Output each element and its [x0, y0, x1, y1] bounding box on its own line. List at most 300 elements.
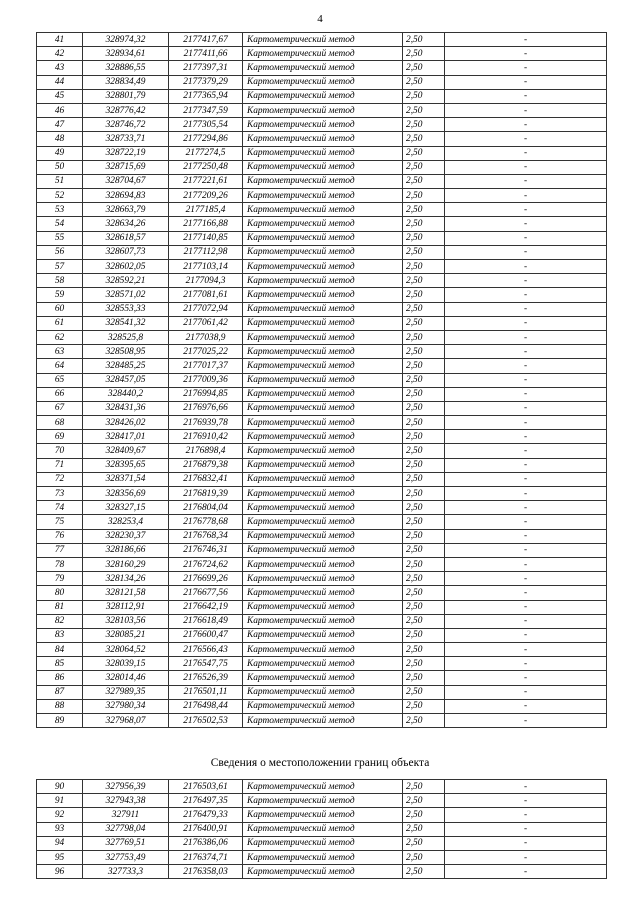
accuracy-cell: 2,50: [403, 529, 445, 543]
table-row: [37, 685, 607, 699]
note-cell: -: [445, 174, 607, 188]
boundary-points-table-continued: [36, 779, 607, 879]
coord-y: 2176600,47: [169, 628, 243, 642]
table-row: [37, 850, 607, 864]
point-number: 90: [37, 780, 83, 794]
table-row: [37, 643, 607, 657]
point-number: 72: [37, 472, 83, 486]
point-number: 91: [37, 794, 83, 808]
table-row: [37, 444, 607, 458]
accuracy-cell: 2,50: [403, 822, 445, 836]
coord-y: 2176768,34: [169, 529, 243, 543]
point-number: 92: [37, 808, 83, 822]
accuracy-cell: 2,50: [403, 836, 445, 850]
accuracy-cell: 2,50: [403, 780, 445, 794]
accuracy-cell: 2,50: [403, 288, 445, 302]
point-number: 83: [37, 628, 83, 642]
note-cell: -: [445, 146, 607, 160]
coord-x: 328722,19: [83, 146, 169, 160]
note-cell: -: [445, 132, 607, 146]
note-cell: -: [445, 515, 607, 529]
accuracy-cell: 2,50: [403, 274, 445, 288]
coord-x: 328409,67: [83, 444, 169, 458]
note-cell: -: [445, 628, 607, 642]
note-cell: -: [445, 543, 607, 557]
note-cell: -: [445, 557, 607, 571]
method-cell: Картометрический метод: [243, 103, 403, 117]
table-row: [37, 103, 607, 117]
coord-x: 327769,51: [83, 836, 169, 850]
note-cell: -: [445, 231, 607, 245]
table-row: [37, 543, 607, 557]
table-row: [37, 557, 607, 571]
accuracy-cell: 2,50: [403, 245, 445, 259]
coord-y: 2176386,06: [169, 836, 243, 850]
coord-x: 327798,04: [83, 822, 169, 836]
coord-y: 2176479,33: [169, 808, 243, 822]
coord-y: 2176778,68: [169, 515, 243, 529]
accuracy-cell: 2,50: [403, 33, 445, 47]
accuracy-cell: 2,50: [403, 487, 445, 501]
point-number: 75: [37, 515, 83, 529]
method-cell: Картометрический метод: [243, 61, 403, 75]
method-cell: Картометрический метод: [243, 657, 403, 671]
accuracy-cell: 2,50: [403, 260, 445, 274]
note-cell: -: [445, 245, 607, 259]
method-cell: Картометрический метод: [243, 160, 403, 174]
method-cell: Картометрический метод: [243, 416, 403, 430]
point-number: 73: [37, 487, 83, 501]
coord-y: 2177061,42: [169, 316, 243, 330]
coord-x: 327911: [83, 808, 169, 822]
accuracy-cell: 2,50: [403, 714, 445, 728]
table-row: [37, 217, 607, 231]
table-row: [37, 288, 607, 302]
coord-x: 328704,67: [83, 174, 169, 188]
method-cell: Картометрический метод: [243, 780, 403, 794]
coord-x: 328553,33: [83, 302, 169, 316]
table-row: [37, 808, 607, 822]
accuracy-cell: 2,50: [403, 794, 445, 808]
accuracy-cell: 2,50: [403, 557, 445, 571]
note-cell: -: [445, 217, 607, 231]
coord-x: 328715,69: [83, 160, 169, 174]
point-number: 52: [37, 189, 83, 203]
coord-x: 328457,05: [83, 373, 169, 387]
method-cell: Картометрический метод: [243, 487, 403, 501]
point-number: 44: [37, 75, 83, 89]
table-row: [37, 330, 607, 344]
coord-x: 327943,38: [83, 794, 169, 808]
method-cell: Картометрический метод: [243, 359, 403, 373]
table-row: [37, 780, 607, 794]
coord-x: 328253,4: [83, 515, 169, 529]
note-cell: -: [445, 780, 607, 794]
table-row: [37, 203, 607, 217]
note-cell: -: [445, 288, 607, 302]
point-number: 66: [37, 387, 83, 401]
note-cell: -: [445, 75, 607, 89]
coord-x: 328371,54: [83, 472, 169, 486]
coord-x: 328356,69: [83, 487, 169, 501]
point-number: 64: [37, 359, 83, 373]
point-number: 77: [37, 543, 83, 557]
accuracy-cell: 2,50: [403, 808, 445, 822]
coord-x: 328160,29: [83, 557, 169, 571]
coord-y: 2177379,29: [169, 75, 243, 89]
accuracy-cell: 2,50: [403, 359, 445, 373]
method-cell: Картометрический метод: [243, 189, 403, 203]
note-cell: -: [445, 444, 607, 458]
method-cell: Картометрический метод: [243, 260, 403, 274]
coord-x: 328103,56: [83, 614, 169, 628]
coord-x: 328485,25: [83, 359, 169, 373]
table-row: [37, 231, 607, 245]
note-cell: -: [445, 600, 607, 614]
point-number: 60: [37, 302, 83, 316]
note-cell: -: [445, 850, 607, 864]
method-cell: Картометрический метод: [243, 643, 403, 657]
point-number: 62: [37, 330, 83, 344]
method-cell: Картометрический метод: [243, 671, 403, 685]
accuracy-cell: 2,50: [403, 657, 445, 671]
coord-y: 2177094,3: [169, 274, 243, 288]
note-cell: -: [445, 472, 607, 486]
coord-x: 328112,91: [83, 600, 169, 614]
coord-x: 328607,73: [83, 245, 169, 259]
point-number: 42: [37, 47, 83, 61]
note-cell: -: [445, 808, 607, 822]
method-cell: Картометрический метод: [243, 245, 403, 259]
coord-y: 2177294,86: [169, 132, 243, 146]
accuracy-cell: 2,50: [403, 174, 445, 188]
coord-x: 328634,26: [83, 217, 169, 231]
coord-x: 327989,35: [83, 685, 169, 699]
coord-x: 328426,02: [83, 416, 169, 430]
point-number: 87: [37, 685, 83, 699]
table-row: [37, 614, 607, 628]
table-row: [37, 836, 607, 850]
method-cell: Картометрический метод: [243, 132, 403, 146]
note-cell: -: [445, 586, 607, 600]
point-number: 43: [37, 61, 83, 75]
note-cell: -: [445, 430, 607, 444]
table-row: [37, 487, 607, 501]
note-cell: -: [445, 103, 607, 117]
coord-y: 2176910,42: [169, 430, 243, 444]
coord-x: 328541,32: [83, 316, 169, 330]
point-number: 86: [37, 671, 83, 685]
method-cell: Картометрический метод: [243, 118, 403, 132]
coord-y: 2176898,4: [169, 444, 243, 458]
coord-y: 2177250,48: [169, 160, 243, 174]
table-row: [37, 628, 607, 642]
coord-x: 328886,55: [83, 61, 169, 75]
coord-y: 2177081,61: [169, 288, 243, 302]
coord-x: 328525,8: [83, 330, 169, 344]
point-number: 78: [37, 557, 83, 571]
table-row: [37, 132, 607, 146]
method-cell: Картометрический метод: [243, 47, 403, 61]
note-cell: -: [445, 572, 607, 586]
point-number: 51: [37, 174, 83, 188]
coord-x: 328974,32: [83, 33, 169, 47]
note-cell: -: [445, 529, 607, 543]
coord-x: 328571,02: [83, 288, 169, 302]
method-cell: Картометрический метод: [243, 345, 403, 359]
coord-y: 2176879,38: [169, 458, 243, 472]
note-cell: -: [445, 189, 607, 203]
accuracy-cell: 2,50: [403, 430, 445, 444]
accuracy-cell: 2,50: [403, 699, 445, 713]
point-number: 93: [37, 822, 83, 836]
coord-x: 328039,15: [83, 657, 169, 671]
note-cell: -: [445, 401, 607, 415]
method-cell: Картометрический метод: [243, 543, 403, 557]
point-number: 54: [37, 217, 83, 231]
table-row: [37, 387, 607, 401]
table-row: [37, 714, 607, 728]
point-number: 96: [37, 865, 83, 879]
coord-y: 2176724,62: [169, 557, 243, 571]
method-cell: Картометрический метод: [243, 865, 403, 879]
accuracy-cell: 2,50: [403, 103, 445, 117]
coord-x: 327968,07: [83, 714, 169, 728]
method-cell: Картометрический метод: [243, 444, 403, 458]
method-cell: Картометрический метод: [243, 174, 403, 188]
point-number: 63: [37, 345, 83, 359]
coord-y: 2177347,59: [169, 103, 243, 117]
accuracy-cell: 2,50: [403, 543, 445, 557]
section-title: Сведения о местоположении границ объекта: [210, 757, 430, 769]
note-cell: -: [445, 160, 607, 174]
note-cell: -: [445, 89, 607, 103]
point-number: 58: [37, 274, 83, 288]
note-cell: -: [445, 714, 607, 728]
table-row: [37, 316, 607, 330]
method-cell: Картометрический метод: [243, 808, 403, 822]
accuracy-cell: 2,50: [403, 387, 445, 401]
accuracy-cell: 2,50: [403, 572, 445, 586]
coord-x: 328440,2: [83, 387, 169, 401]
method-cell: Картометрический метод: [243, 628, 403, 642]
coord-x: 327733,3: [83, 865, 169, 879]
table-row: [37, 401, 607, 415]
accuracy-cell: 2,50: [403, 501, 445, 515]
coord-x: 328417,01: [83, 430, 169, 444]
point-number: 49: [37, 146, 83, 160]
table-row: [37, 75, 607, 89]
note-cell: -: [445, 865, 607, 879]
table-row: [37, 174, 607, 188]
coord-x: 328834,49: [83, 75, 169, 89]
accuracy-cell: 2,50: [403, 472, 445, 486]
table-row: [37, 245, 607, 259]
point-number: 70: [37, 444, 83, 458]
note-cell: -: [445, 359, 607, 373]
table-row: [37, 501, 607, 515]
point-number: 61: [37, 316, 83, 330]
coord-x: 328064,52: [83, 643, 169, 657]
accuracy-cell: 2,50: [403, 850, 445, 864]
accuracy-cell: 2,50: [403, 47, 445, 61]
point-number: 50: [37, 160, 83, 174]
coord-y: 2177185,4: [169, 203, 243, 217]
coord-x: 328801,79: [83, 89, 169, 103]
note-cell: -: [445, 61, 607, 75]
coord-y: 2177166,88: [169, 217, 243, 231]
point-number: 46: [37, 103, 83, 117]
table-row: [37, 89, 607, 103]
accuracy-cell: 2,50: [403, 614, 445, 628]
coord-y: 2177305,54: [169, 118, 243, 132]
coord-y: 2176746,31: [169, 543, 243, 557]
note-cell: -: [445, 33, 607, 47]
accuracy-cell: 2,50: [403, 586, 445, 600]
point-number: 55: [37, 231, 83, 245]
method-cell: Картометрический метод: [243, 302, 403, 316]
coord-y: 2176832,41: [169, 472, 243, 486]
method-cell: Картометрический метод: [243, 501, 403, 515]
method-cell: Картометрический метод: [243, 33, 403, 47]
coord-y: 2176502,53: [169, 714, 243, 728]
method-cell: Картометрический метод: [243, 515, 403, 529]
method-cell: Картометрический метод: [243, 89, 403, 103]
table-row: [37, 189, 607, 203]
accuracy-cell: 2,50: [403, 515, 445, 529]
coord-y: 2176400,91: [169, 822, 243, 836]
note-cell: -: [445, 316, 607, 330]
coord-x: 328134,26: [83, 572, 169, 586]
method-cell: Картометрический метод: [243, 600, 403, 614]
point-number: 82: [37, 614, 83, 628]
table-row: [37, 274, 607, 288]
table-row: [37, 359, 607, 373]
accuracy-cell: 2,50: [403, 160, 445, 174]
method-cell: Картометрический метод: [243, 274, 403, 288]
point-number: 69: [37, 430, 83, 444]
point-number: 88: [37, 699, 83, 713]
note-cell: -: [445, 657, 607, 671]
table-row: [37, 345, 607, 359]
note-cell: -: [445, 47, 607, 61]
coord-x: 327753,49: [83, 850, 169, 864]
accuracy-cell: 2,50: [403, 61, 445, 75]
table-row: [37, 302, 607, 316]
note-cell: -: [445, 345, 607, 359]
note-cell: -: [445, 260, 607, 274]
accuracy-cell: 2,50: [403, 416, 445, 430]
coord-y: 2177417,67: [169, 33, 243, 47]
point-number: 68: [37, 416, 83, 430]
coord-x: 328776,42: [83, 103, 169, 117]
method-cell: Картометрический метод: [243, 288, 403, 302]
coord-y: 2177221,61: [169, 174, 243, 188]
coord-x: 328602,05: [83, 260, 169, 274]
coord-y: 2176976,66: [169, 401, 243, 415]
method-cell: Картометрический метод: [243, 146, 403, 160]
note-cell: -: [445, 643, 607, 657]
note-cell: -: [445, 794, 607, 808]
coord-x: 328592,21: [83, 274, 169, 288]
table-row: [37, 416, 607, 430]
method-cell: Картометрический метод: [243, 699, 403, 713]
coord-y: 2176994,85: [169, 387, 243, 401]
method-cell: Картометрический метод: [243, 387, 403, 401]
method-cell: Картометрический метод: [243, 401, 403, 415]
accuracy-cell: 2,50: [403, 628, 445, 642]
point-number: 76: [37, 529, 83, 543]
point-number: 94: [37, 836, 83, 850]
coord-x: 327956,39: [83, 780, 169, 794]
note-cell: -: [445, 203, 607, 217]
note-cell: -: [445, 685, 607, 699]
coord-y: 2176497,35: [169, 794, 243, 808]
note-cell: -: [445, 614, 607, 628]
method-cell: Картометрический метод: [243, 430, 403, 444]
note-cell: -: [445, 501, 607, 515]
method-cell: Картометрический метод: [243, 231, 403, 245]
coord-y: 2176804,04: [169, 501, 243, 515]
coord-y: 2177025,22: [169, 345, 243, 359]
table-row: [37, 865, 607, 879]
accuracy-cell: 2,50: [403, 203, 445, 217]
note-cell: -: [445, 118, 607, 132]
method-cell: Картометрический метод: [243, 572, 403, 586]
table-row: [37, 61, 607, 75]
coord-x: 328085,21: [83, 628, 169, 642]
accuracy-cell: 2,50: [403, 118, 445, 132]
coord-y: 2177072,94: [169, 302, 243, 316]
accuracy-cell: 2,50: [403, 345, 445, 359]
point-number: 48: [37, 132, 83, 146]
accuracy-cell: 2,50: [403, 444, 445, 458]
note-cell: -: [445, 330, 607, 344]
method-cell: Картометрический метод: [243, 458, 403, 472]
accuracy-cell: 2,50: [403, 643, 445, 657]
method-cell: Картометрический метод: [243, 472, 403, 486]
accuracy-cell: 2,50: [403, 373, 445, 387]
table-row: [37, 586, 607, 600]
coord-y: 2176642,19: [169, 600, 243, 614]
coord-y: 2177112,98: [169, 245, 243, 259]
coord-x: 328431,36: [83, 401, 169, 415]
accuracy-cell: 2,50: [403, 600, 445, 614]
coord-y: 2177038,9: [169, 330, 243, 344]
method-cell: Картометрический метод: [243, 714, 403, 728]
coord-y: 2177209,26: [169, 189, 243, 203]
coord-y: 2176819,39: [169, 487, 243, 501]
point-number: 45: [37, 89, 83, 103]
coord-y: 2177411,66: [169, 47, 243, 61]
table-row: [37, 472, 607, 486]
point-number: 95: [37, 850, 83, 864]
point-number: 74: [37, 501, 83, 515]
table-row: [37, 118, 607, 132]
method-cell: Картометрический метод: [243, 794, 403, 808]
coord-y: 2176939,78: [169, 416, 243, 430]
coord-x: 328186,66: [83, 543, 169, 557]
accuracy-cell: 2,50: [403, 89, 445, 103]
coord-y: 2176501,11: [169, 685, 243, 699]
boundary-points-table: [36, 32, 607, 728]
point-number: 79: [37, 572, 83, 586]
coord-x: 328663,79: [83, 203, 169, 217]
coord-x: 328121,58: [83, 586, 169, 600]
page-number: 4: [317, 13, 323, 25]
note-cell: -: [445, 822, 607, 836]
method-cell: Картометрический метод: [243, 203, 403, 217]
